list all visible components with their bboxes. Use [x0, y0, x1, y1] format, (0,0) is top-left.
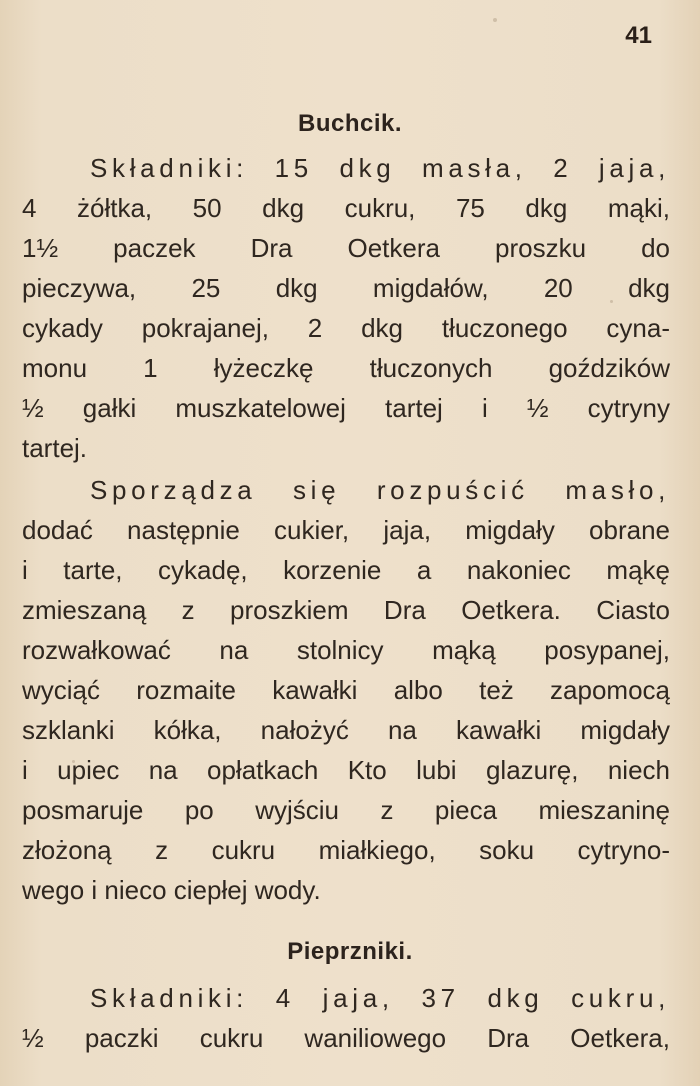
- recipe-title-buchcik: Buchcik.: [297, 110, 403, 137]
- text-line: monu 1 łyżeczkę tłuczonych goździków: [22, 353, 670, 383]
- text-line: ½ gałki muszkatelowej tartej i ½ cytryny: [22, 393, 670, 423]
- text-line: cykady pokrajanej, 2 dkg tłuczonego cyna-: [22, 313, 670, 343]
- text-line: rozwałkować na stolnicy mąką posypanej,: [22, 635, 670, 665]
- text-line: i tarte, cykadę, korzenie a nakoniec mąkę: [22, 555, 670, 585]
- text-line: 4 żółtka, 50 dkg cukru, 75 dkg mąki,: [22, 193, 670, 223]
- recipe-title-pieprzniki: Pieprzniki.: [287, 938, 413, 965]
- text-line: pieczywa, 25 dkg migdałów, 20 dkg: [22, 273, 670, 303]
- text-line: i upiec na opłatkach Kto lubi glazurę, niech: [22, 755, 670, 785]
- page-number: 41: [625, 22, 652, 49]
- text-line: wego i nieco ciepłej wody.: [22, 875, 321, 905]
- text-line: posmaruje po wyjściu z pieca mieszaninę: [22, 795, 670, 825]
- text-line: Składniki: 15 dkg masła, 2 jaja,: [90, 153, 670, 183]
- text-line: 1½ paczek Dra Oetkera proszku do: [22, 233, 670, 263]
- paper-speck: [493, 18, 497, 22]
- text-line: wyciąć rozmaite kawałki albo też zapomocą: [22, 675, 670, 705]
- text-line: Składniki: 4 jaja, 37 dkg cukru,: [90, 983, 670, 1013]
- text-line: zmieszaną z proszkiem Dra Oetkera. Ciasto: [22, 595, 670, 625]
- text-line: szklanki kółka, nałożyć na kawałki migdały: [22, 715, 670, 745]
- text-line: tartej.: [22, 433, 88, 463]
- paper-speck: [72, 760, 75, 763]
- text-line: ½ paczki cukru waniliowego Dra Oetkera,: [22, 1023, 670, 1053]
- text-line: Sporządza się rozpuścić masło,: [90, 475, 670, 505]
- text-line: dodać następnie cukier, jaja, migdały obrane: [22, 515, 670, 545]
- paper-speck: [610, 300, 613, 303]
- text-line: złożoną z cukru miałkiego, soku cytryno-: [22, 835, 670, 865]
